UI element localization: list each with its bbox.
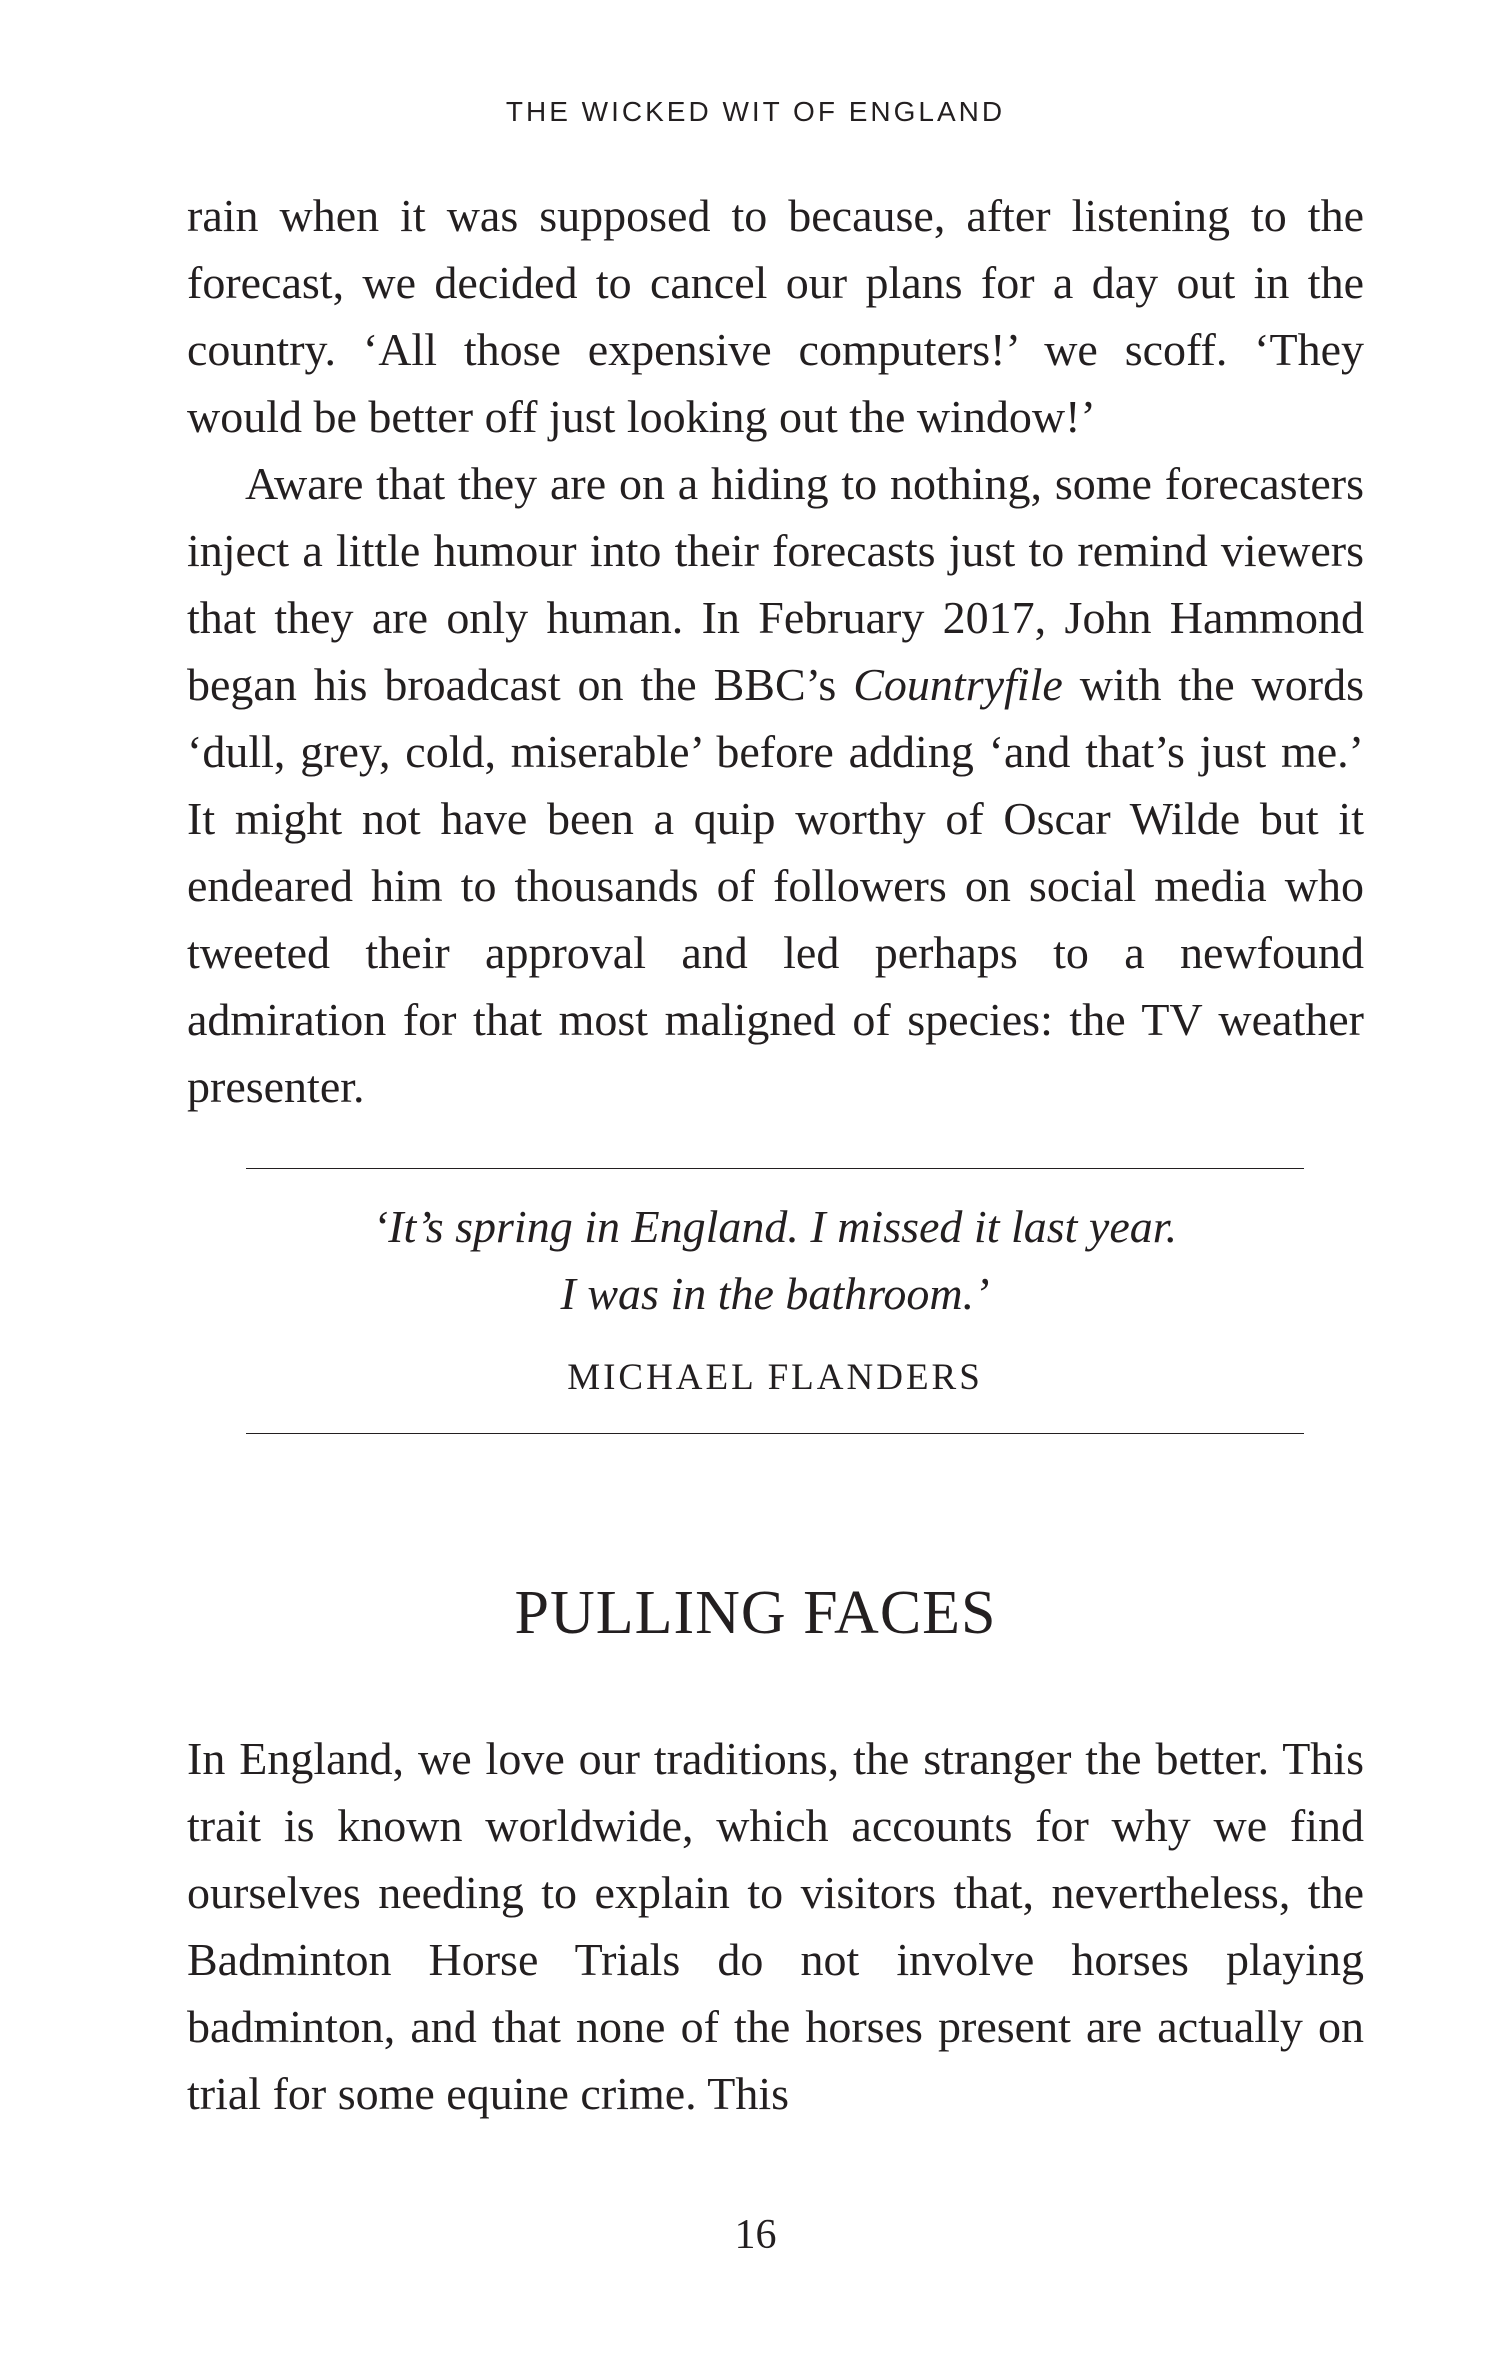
quote-rule-bottom bbox=[246, 1433, 1304, 1434]
quote-attribution: MICHAEL FLANDERS bbox=[567, 1357, 983, 1398]
paragraph-forecasters bbox=[187, 450, 1364, 1120]
section-heading: PULLING FACES bbox=[514, 1579, 997, 1647]
paragraph-text-before-title: Aware that they are on a hiding to nothing, some forecasters inject a little humour into their forecasts just to remind viewers that they are only human. In February 2017, John Hammond began his broadcast on the BBC’s bbox=[187, 458, 1364, 710]
body-text-bottom bbox=[187, 1725, 1364, 2127]
page-number: 16 bbox=[734, 2212, 777, 2258]
running-head: THE WICKED WIT OF ENGLAND bbox=[505, 96, 1006, 127]
paragraph-continuation: rain when it was supposed to because, after listening to the forecast, we decided to cancel our plans for a day out in the country. ‘All those expensive computers!’ we scoff. ‘They would be better off just looking out the window!’ bbox=[187, 190, 1364, 442]
paragraph-traditions: In England, we love our traditions, the stranger the better. This trait is known worldwide, which accounts for why we find ourselves needing to explain to visitors that, nevertheless, the Badminton Horse Trials do not involve horses playing badminton, and that none of the horses present are actually on trial for some equine crime. This bbox=[187, 1733, 1364, 2119]
paragraph-text-after-title: with the words ‘dull, grey, cold, miserable’ before adding ‘and that’s just me.’ It might not have been a quip worthy of Oscar Wilde but it endeared him to thousands of followers on social media who tweeted their approval and led perhaps to a newfound admiration for that most maligned of species: the TV weather presenter. bbox=[187, 659, 1364, 1112]
pull-quote bbox=[246, 1193, 1304, 1327]
quote-rule-top bbox=[246, 1168, 1304, 1169]
quote-line-2: I was in the bathroom.’ bbox=[560, 1268, 990, 1319]
body-text-top bbox=[187, 182, 1364, 1120]
programme-title: Countryfile bbox=[853, 659, 1063, 710]
quote-line-1: ‘It’s spring in England. I missed it last year. bbox=[372, 1201, 1178, 1252]
